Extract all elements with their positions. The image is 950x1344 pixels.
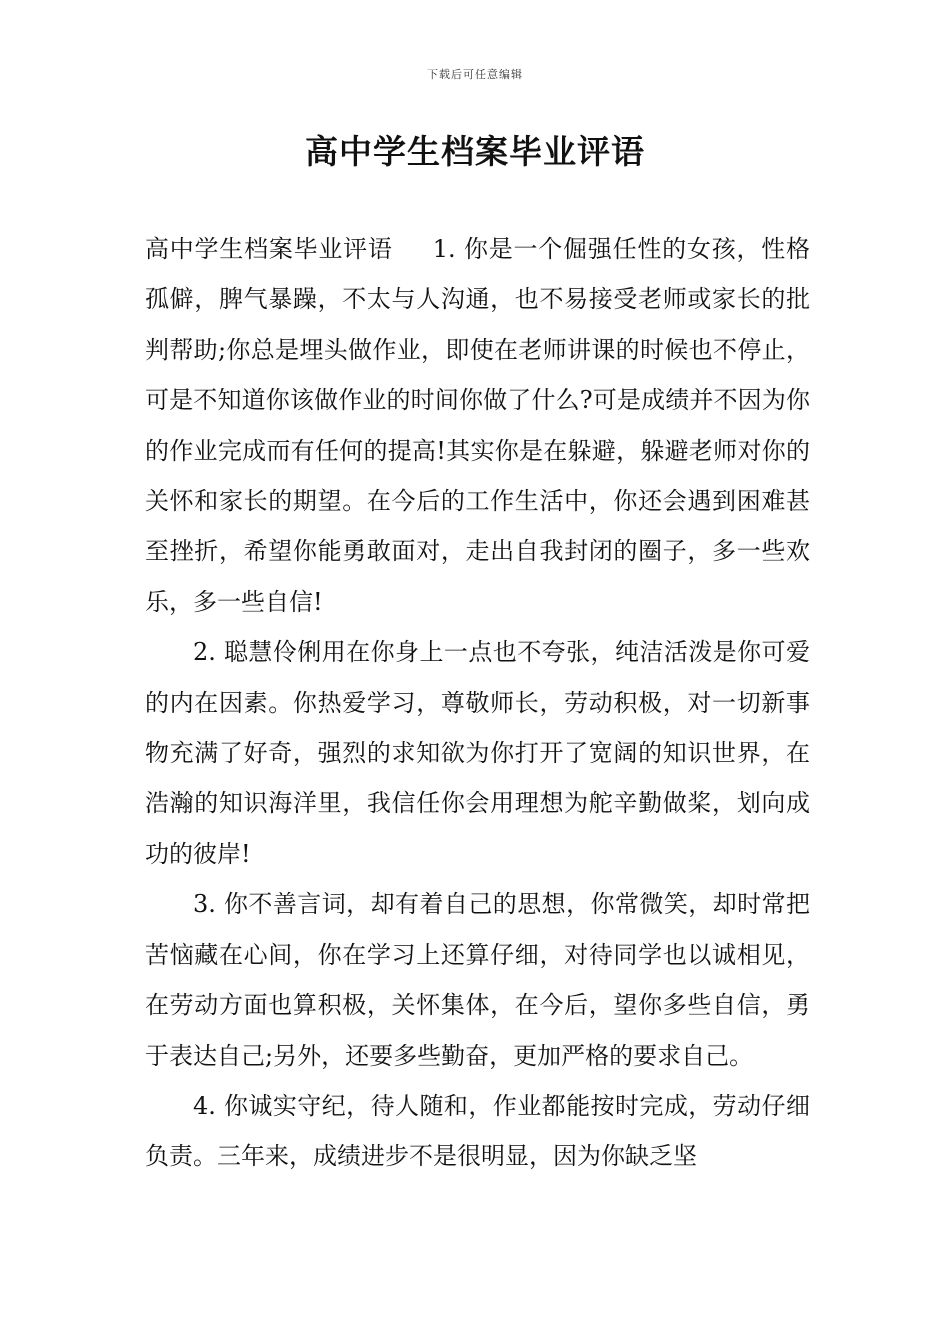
paragraph-1 — [145, 224, 810, 627]
document-body — [145, 224, 810, 1182]
paragraph-1-text: 1. 你是一个倔强任性的女孩，性格孤僻，脾气暴躁，不太与人沟通，也不易接受老师或家长的批判帮助;你总是埋头做作业，即使在老师讲课的时候也不停止，可是不知道你该做作业的时间你做了什么?可是成绩并不因为你的作业完成而有任何的提高!其实你是在躲避，躲避老师对你的关怀和家长的期望。在今后的工作生活中，你还会遇到困难甚至挫折，希望你能勇敢面对，走出自我封闭的圈子，多一些欢乐，多一些自信! — [145, 235, 811, 616]
header-note: 下载后可任意编辑 — [427, 68, 523, 81]
paragraph-2: 2. 聪慧伶俐用在你身上一点也不夸张，纯洁活泼是你可爱的内在因素。你热爱学习，尊敬师长，劳动积极，对一切新事物充满了好奇，强烈的求知欲为你打开了宽阔的知识世界，在浩瀚的知识海洋里，我信任你会用理想为舵辛勤做桨，划向成功的彼岸! — [145, 638, 810, 868]
document-title: 高中学生档案毕业评语 — [305, 132, 645, 171]
paragraph-4: 4. 你诚实守纪，待人随和，作业都能按时完成，劳动仔细负责。三年来，成绩进步不是很明显，因为你缺乏坚 — [145, 1091, 810, 1171]
intro-label: 高中学生档案毕业评语 — [145, 235, 393, 263]
paragraph-3: 3. 你不善言词，却有着自己的思想，你常微笑，却时常把苦恼藏在心间，你在学习上还算仔细，对待同学也以诚相见，在劳动方面也算积极，关怀集体，在今后，望你多些自信，勇于表达自己;另外，还要多些勤奋，更加严格的要求自己。 — [145, 890, 810, 1070]
